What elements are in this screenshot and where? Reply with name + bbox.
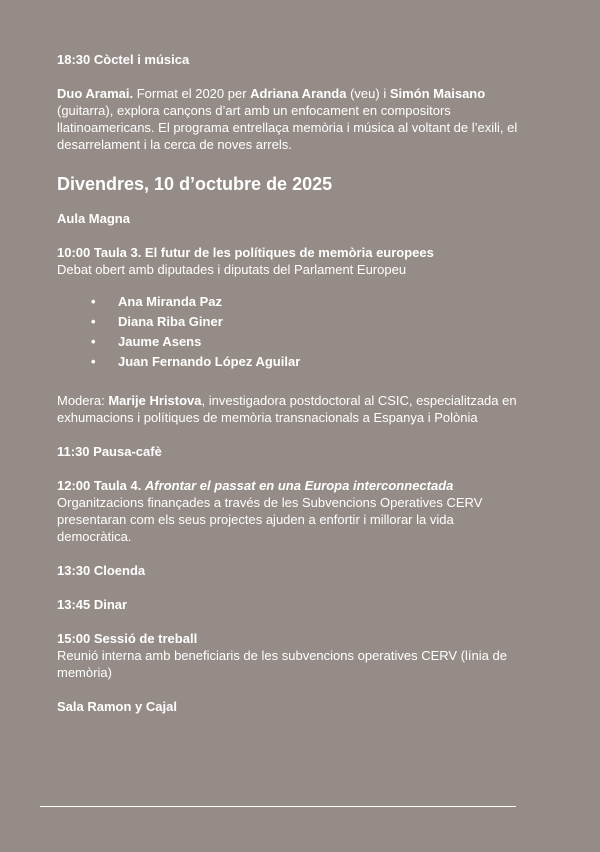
venue-sala-ramon-y-cajal: Sala Ramon y Cajal — [57, 699, 177, 714]
speaker-list — [57, 292, 527, 372]
break-heading: 11:30 Pausa-cafè — [57, 444, 162, 459]
day-title: Divendres, 10 d’octubre de 2025 — [57, 174, 333, 194]
speaker-item: • Diana Riba Giner — [57, 312, 527, 332]
venue-aula-magna: Aula Magna — [57, 211, 130, 226]
desc-part: (guitarra), explora cançons d’art amb un enfocament en compositors llatinoamericans. El programa entrellaça memòria i música al voltant de l’exili, el desarrelament i la cerca de noves arrels. — [57, 103, 518, 152]
panel3-heading: 10:00 Taula 3. El futur de les polítiques de memòria europees — [57, 245, 434, 260]
session-description: Reunió interna amb beneficiaris de les subvencions operatives CERV (línia de memòria) — [57, 648, 507, 680]
panel4-title: Afrontar el passat en una Europa interconnectada — [144, 478, 454, 493]
duo-name: Duo Aramai. — [57, 86, 134, 101]
panel4-description: Organitzacions finançades a través de les Subvencions Operatives CERV presentaran com els seus projectes ajuden a enfortir i millorar la vida democràtica. — [57, 495, 483, 544]
speaker-item: • Ana Miranda Paz — [57, 292, 527, 312]
performer-1: Adriana Aranda — [250, 86, 347, 101]
speaker-item: • Juan Fernando López Aguilar — [57, 352, 527, 372]
session-heading: 15:00 Sessió de treball — [57, 631, 198, 646]
moderator-label: Modera: — [57, 393, 109, 408]
moderator-text — [57, 392, 527, 426]
programme-page — [57, 51, 527, 715]
panel4-heading — [57, 477, 527, 494]
lunch-heading: 13:45 Dinar — [57, 597, 128, 612]
desc-part: Format el 2020 per — [133, 86, 251, 101]
footer-divider — [40, 806, 516, 807]
desc-part: (veu) i — [346, 86, 390, 101]
performer-2: Simón Maisano — [389, 86, 486, 101]
speaker-item: • Jaume Asens — [57, 332, 527, 352]
moderator-desc: , investigadora postdoctoral al CSIC, especialitzada en exhumacions i polítiques de memòria transnacionals a Espanya i Polònia — [57, 393, 517, 425]
closing-heading: 13:30 Cloenda — [57, 563, 146, 578]
panel3-subtitle: Debat obert amb diputades i diputats del Parlament Europeu — [57, 262, 407, 277]
moderator-name: Marije Hristova — [108, 393, 202, 408]
panel4-time: 12:00 Taula 4. — [57, 478, 145, 493]
evening-description — [57, 85, 527, 153]
evening-heading: 18:30 Còctel i música — [57, 52, 190, 67]
